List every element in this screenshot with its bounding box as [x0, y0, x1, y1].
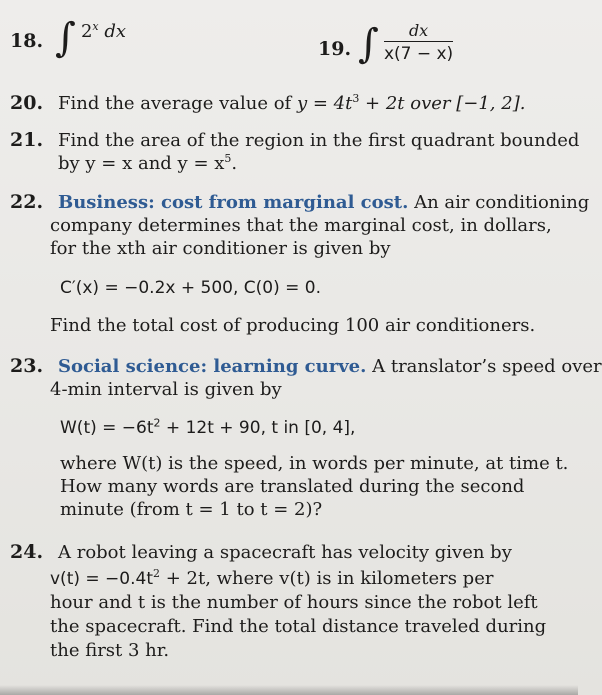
problem-23-line4: How many words are translated during the second — [60, 476, 525, 497]
problem-24-line1: A robot leaving a spacecraft has velocity given by — [58, 542, 512, 563]
problem-24-line2: $v(t) = -0.4t^2 + 2t$, where v(t) is in kilometers per — [50, 567, 494, 589]
problem-23-title: Social science: learning curve. — [58, 356, 367, 377]
integral-sign: ∫ — [55, 15, 76, 61]
problem-22-number: 22. — [10, 191, 44, 213]
problem-20-text: Find the average value of $y = 4t^3 + 2t$ over [−1, 2]. — [58, 92, 526, 114]
problem-18-integral: ∫ 2$^x$ dx — [55, 15, 127, 61]
problem-22-formula: C′(x) = −0.2x + 500, C(0) = 0. — [60, 278, 321, 298]
problem-24-line3: hour and t is the number of hours since the robot left — [50, 592, 538, 613]
fraction: $\frac{dx}{x(7 - x)}$ — [383, 21, 454, 64]
problem-21-line2: by y = x and $y = x^5$. — [58, 152, 238, 174]
problem-23-line1: Social science: learning curve. A translator’s speed over — [58, 356, 602, 377]
problem-20-number: 20. — [10, 92, 44, 114]
problem-23-line5: minute (from t = 1 to t = 2)? — [60, 499, 323, 520]
problem-19-number: 19. — [318, 38, 352, 60]
problem-22-line4: Find the total cost of producing 100 air conditioners. — [50, 315, 536, 336]
integral-sign: ∫ — [358, 21, 379, 67]
problem-18-number: 18. — [10, 30, 44, 52]
problem-23-formula: $W(t) = -6t^2 + 12t + 90$, t in [0, 4], — [60, 416, 356, 438]
problem-23-line3: where W(t) is the speed, in words per minute, at time t. — [60, 453, 569, 474]
problem-23-line2: 4-min interval is given by — [50, 379, 282, 400]
problem-19-integral — [358, 21, 454, 74]
problem-22-line1: Business: cost from marginal cost. An air conditioning — [58, 192, 590, 213]
problem-21-line1: Find the area of the region in the first quadrant bounded — [58, 130, 580, 151]
problem-24-number: 24. — [10, 541, 44, 563]
problem-22-line2: company determines that the marginal cost, in dollars, — [50, 215, 552, 236]
problem-24-line5: the first 3 hr. — [50, 640, 170, 661]
problem-24-line4: the spacecraft. Find the total distance traveled during — [50, 616, 547, 637]
problem-21-number: 21. — [10, 129, 44, 151]
problem-23-number: 23. — [10, 355, 44, 377]
problem-22-title: Business: cost from marginal cost. — [58, 192, 409, 213]
page-bottom-shadow — [0, 685, 578, 695]
problem-22-line3: for the xth air conditioner is given by — [50, 238, 391, 259]
